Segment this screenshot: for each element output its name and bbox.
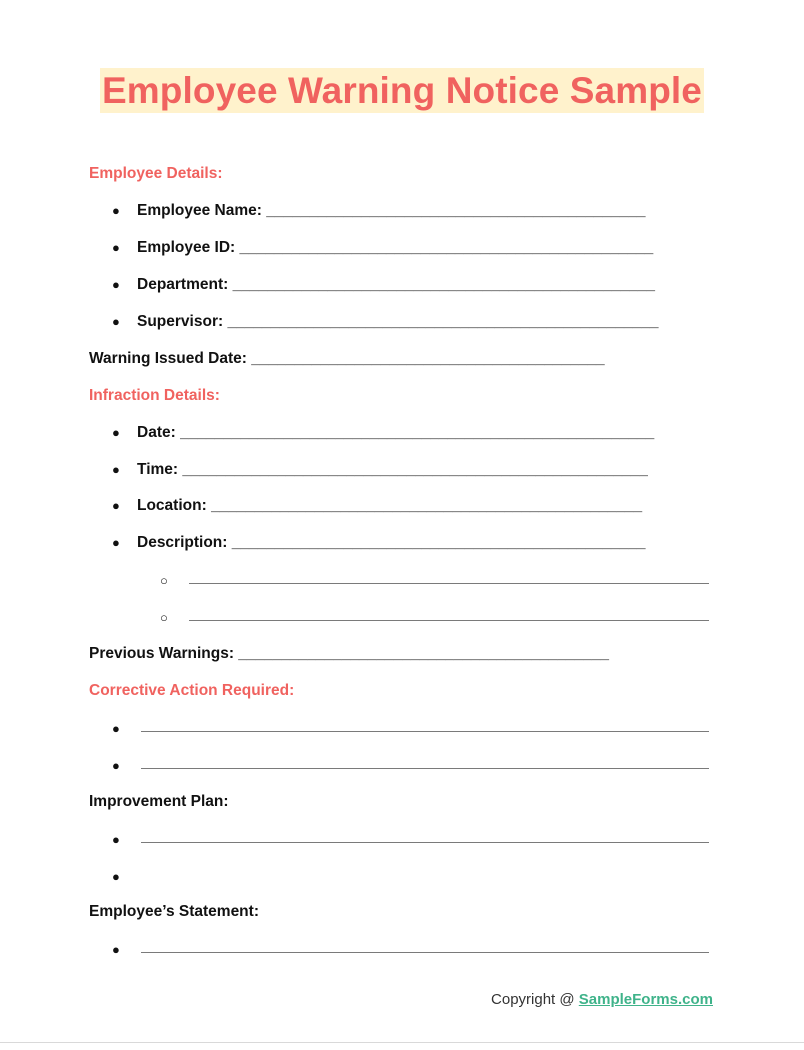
fill-blank[interactable]: ___________________________________________ bbox=[238, 645, 609, 662]
field-label: Description: bbox=[137, 534, 228, 551]
field-warning-issued-date bbox=[89, 349, 605, 369]
employee-statement-item bbox=[112, 940, 137, 960]
fill-blank[interactable]: ________________________________________________ bbox=[231, 534, 646, 551]
corrective-action-item bbox=[112, 756, 137, 776]
bullet-dot: ● bbox=[112, 498, 120, 513]
improvement-plan-item bbox=[112, 867, 137, 887]
bullet-circle: ○ bbox=[160, 610, 168, 625]
employee-statement-line-1[interactable] bbox=[141, 952, 709, 953]
page-title: Employee Warning Notice Sample bbox=[102, 70, 702, 111]
section-heading-infraction-details: Infraction Details: bbox=[89, 387, 220, 404]
field-infraction-time bbox=[112, 460, 648, 480]
field-employee-name bbox=[112, 201, 646, 221]
field-department bbox=[112, 275, 655, 295]
field-employee-id bbox=[112, 238, 653, 258]
field-label: Warning Issued Date: bbox=[89, 350, 247, 367]
field-infraction-description bbox=[112, 533, 646, 553]
description-subitem bbox=[160, 608, 189, 628]
improvement-plan-item bbox=[112, 830, 137, 850]
field-infraction-date bbox=[112, 423, 654, 443]
corrective-action-line-1[interactable] bbox=[141, 731, 709, 732]
improvement-plan-line-1[interactable] bbox=[141, 842, 709, 843]
section-heading-employee-details: Employee Details: bbox=[89, 165, 223, 182]
copyright-text: Copyright @ bbox=[491, 991, 579, 1008]
field-supervisor bbox=[112, 312, 658, 332]
bullet-dot: ● bbox=[112, 314, 120, 329]
field-label: Department: bbox=[137, 276, 229, 293]
fill-blank[interactable]: __________________________________________________ bbox=[211, 497, 643, 514]
section-heading-corrective-action: Corrective Action Required: bbox=[89, 682, 295, 699]
field-label: Time: bbox=[137, 461, 179, 478]
field-label: Date: bbox=[137, 424, 176, 441]
brand-link[interactable]: SampleForms.com bbox=[578, 991, 713, 1008]
fill-blank[interactable]: ________________________________________________ bbox=[239, 239, 654, 256]
fill-blank[interactable]: ______________________________________________________ bbox=[182, 461, 648, 478]
description-line-2[interactable] bbox=[189, 620, 709, 621]
bullet-dot: ● bbox=[112, 721, 120, 736]
bullet-dot: ● bbox=[112, 425, 120, 440]
bullet-dot: ● bbox=[112, 277, 120, 292]
field-label: Employee ID: bbox=[137, 239, 236, 256]
field-label: Previous Warnings: bbox=[89, 645, 234, 662]
description-line-1[interactable] bbox=[189, 583, 709, 584]
fill-blank[interactable]: __________________________________________________ bbox=[227, 313, 659, 330]
field-label: Location: bbox=[137, 497, 207, 514]
bullet-dot: ● bbox=[112, 942, 120, 957]
bullet-dot: ● bbox=[112, 758, 120, 773]
bullet-circle: ○ bbox=[160, 573, 168, 588]
bullet-dot: ● bbox=[112, 240, 120, 255]
page-bottom-divider bbox=[0, 1042, 804, 1043]
section-heading-employee-statement: Employee’s Statement: bbox=[89, 903, 259, 920]
field-infraction-location bbox=[112, 496, 642, 516]
corrective-action-line-2[interactable] bbox=[141, 768, 709, 769]
bullet-dot: ● bbox=[112, 462, 120, 477]
fill-blank[interactable]: _______________________________________________________ bbox=[180, 424, 655, 441]
description-subitem bbox=[160, 571, 189, 591]
field-label: Supervisor: bbox=[137, 313, 224, 330]
fill-blank[interactable]: _________________________________________________ bbox=[232, 276, 656, 293]
bullet-dot: ● bbox=[112, 203, 120, 218]
bullet-dot: ● bbox=[112, 832, 120, 847]
title-wrapper bbox=[0, 68, 804, 113]
field-previous-warnings bbox=[89, 644, 609, 664]
bullet-dot: ● bbox=[112, 535, 120, 550]
bullet-dot: ● bbox=[112, 869, 120, 884]
section-heading-improvement-plan: Improvement Plan: bbox=[89, 793, 229, 810]
fill-blank[interactable]: _________________________________________ bbox=[251, 350, 605, 367]
fill-blank[interactable]: ____________________________________________ bbox=[266, 202, 646, 219]
corrective-action-item bbox=[112, 719, 137, 739]
field-label: Employee Name: bbox=[137, 202, 262, 219]
copyright-footer bbox=[491, 990, 713, 1010]
